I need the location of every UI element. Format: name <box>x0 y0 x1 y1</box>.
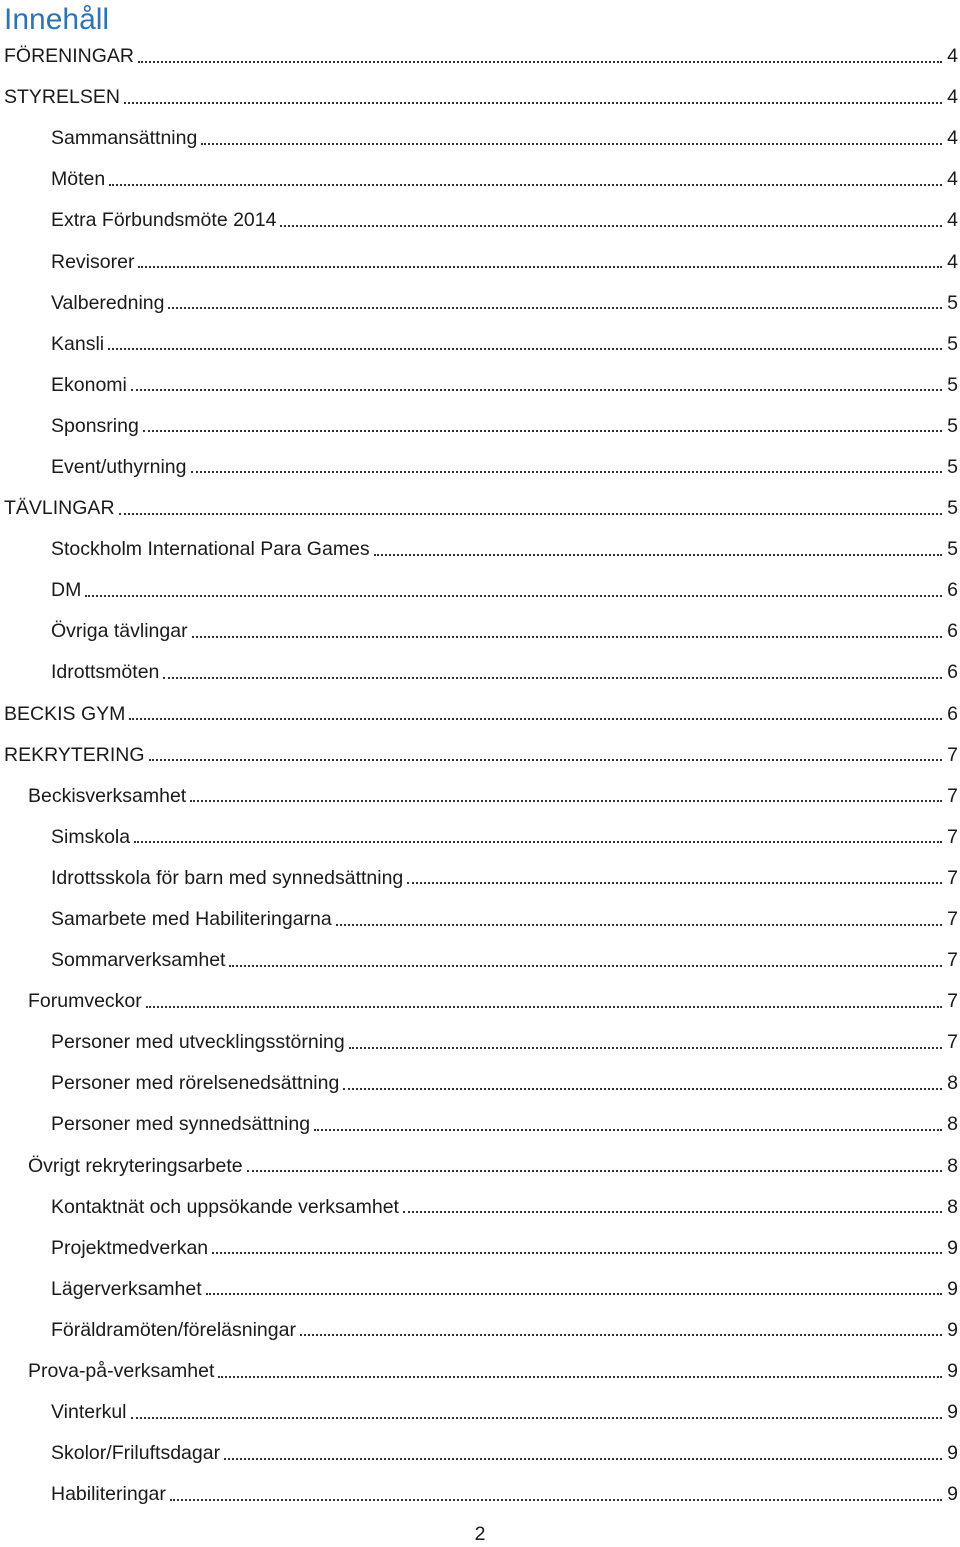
toc-entry-title[interactable]: Personer med utvecklingsstörning <box>51 1031 345 1054</box>
toc-entry-page-number[interactable]: 6 <box>947 702 958 725</box>
toc-entry-page-number[interactable]: 5 <box>947 455 958 478</box>
toc-entry-page-number[interactable]: 7 <box>947 908 958 931</box>
toc-entry-page-number[interactable]: 9 <box>947 1483 958 1506</box>
toc-dot-leader <box>336 924 942 926</box>
toc-dot-leader <box>124 102 942 104</box>
toc-entry[interactable] <box>0 447 960 488</box>
toc-entry-title[interactable]: Habiliteringar <box>51 1483 166 1506</box>
toc-entry-title[interactable]: Sponsring <box>51 414 139 437</box>
toc-entry[interactable] <box>0 1392 960 1433</box>
toc-entry-page-number[interactable]: 5 <box>947 414 958 437</box>
toc-entry[interactable] <box>0 159 960 200</box>
toc-entry[interactable] <box>0 858 960 899</box>
toc-dot-leader <box>131 389 942 391</box>
toc-dot-leader <box>85 595 942 597</box>
toc-entry[interactable] <box>0 1187 960 1228</box>
toc-entry-title[interactable]: STYRELSEN <box>4 86 120 109</box>
toc-entry-title[interactable]: Simskola <box>51 825 131 848</box>
toc-entry-page-number[interactable]: 9 <box>947 1401 958 1424</box>
toc-entry-title[interactable]: Sammansättning <box>51 127 198 150</box>
toc-entry[interactable] <box>0 77 960 118</box>
toc-entry-page-number[interactable]: 4 <box>947 209 958 232</box>
toc-entry-page-number[interactable]: 8 <box>947 1072 958 1095</box>
toc-dot-leader <box>129 718 942 720</box>
toc-entry[interactable] <box>0 529 960 570</box>
toc-entry[interactable] <box>0 1310 960 1351</box>
toc-dot-leader <box>146 1006 942 1008</box>
toc-entry[interactable] <box>0 652 960 693</box>
toc-entry-page-number[interactable]: 8 <box>947 1195 958 1218</box>
toc-dot-leader <box>314 1129 942 1131</box>
toc-entry-page-number[interactable]: 6 <box>947 620 958 643</box>
toc-entry-title[interactable]: Skolor/Friluftsdagar <box>51 1442 221 1465</box>
toc-entry[interactable] <box>0 324 960 365</box>
toc-entry-page-number[interactable]: 7 <box>947 866 958 889</box>
toc-entry-page-number[interactable]: 5 <box>947 332 958 355</box>
toc-entry-title[interactable]: Idrottsmöten <box>51 661 160 684</box>
toc-entry-page-number[interactable]: 4 <box>947 250 958 273</box>
toc-entry-title[interactable]: Forumveckor <box>28 990 142 1013</box>
toc-entry-page-number[interactable]: 6 <box>947 661 958 684</box>
toc-dot-leader <box>229 965 942 967</box>
toc-dot-leader <box>108 348 942 350</box>
toc-dot-leader <box>374 554 942 556</box>
toc-entry-page-number[interactable]: 7 <box>947 990 958 1013</box>
toc-entry[interactable] <box>0 735 960 776</box>
toc-dot-leader <box>343 1088 942 1090</box>
toc-dot-leader <box>212 1252 942 1254</box>
toc-entry-title[interactable]: Kansli <box>51 332 105 355</box>
toc-entry-page-number[interactable]: 7 <box>947 1031 958 1054</box>
toc-entry[interactable] <box>0 241 960 282</box>
toc-entry-title[interactable]: Kontaktnät och uppsökande verksamhet <box>51 1195 399 1218</box>
toc-dot-leader <box>191 471 942 473</box>
toc-dot-leader <box>143 430 942 432</box>
toc-entry[interactable] <box>0 1351 960 1392</box>
toc-dot-leader <box>138 266 942 268</box>
toc-entry-title[interactable]: Personer med rörelsenedsättning <box>51 1072 340 1095</box>
toc-entry[interactable] <box>0 1063 960 1104</box>
toc-entry[interactable] <box>0 36 960 77</box>
toc-entry-title[interactable]: Projektmedverkan <box>51 1236 209 1259</box>
toc-entry-title[interactable]: Personer med synnedsättning <box>51 1113 311 1136</box>
toc-entry-page-number[interactable]: 9 <box>947 1277 958 1300</box>
toc-entry[interactable] <box>0 940 960 981</box>
toc-entry-page-number[interactable]: 4 <box>947 45 958 68</box>
toc-dot-leader <box>247 1170 942 1172</box>
toc-dot-leader <box>407 882 942 884</box>
toc-entry[interactable] <box>0 1022 960 1063</box>
toc-entry[interactable] <box>0 981 960 1022</box>
toc-entry[interactable] <box>0 1228 960 1269</box>
toc-entry-title[interactable]: Övriga tävlingar <box>51 620 188 643</box>
toc-entry[interactable] <box>0 817 960 858</box>
toc-entry-title[interactable]: Ekonomi <box>51 373 127 396</box>
toc-entry-title[interactable]: Vinterkul <box>51 1401 127 1424</box>
toc-entry[interactable] <box>0 200 960 241</box>
toc-entry-page-number[interactable]: 7 <box>947 825 958 848</box>
toc-entry[interactable] <box>0 406 960 447</box>
toc-entry-page-number[interactable]: 5 <box>947 538 958 561</box>
toc-dot-leader <box>300 1334 942 1336</box>
toc-entry-title[interactable]: Möten <box>51 168 106 191</box>
toc-dot-leader <box>201 143 942 145</box>
toc-entry[interactable] <box>0 570 960 611</box>
toc-entry-title[interactable]: Sommarverksamhet <box>51 949 226 972</box>
toc-heading: Innehåll <box>4 3 110 36</box>
toc-entry-page-number[interactable]: 5 <box>947 373 958 396</box>
toc-entry[interactable] <box>0 694 960 735</box>
toc-entry-page-number[interactable]: 4 <box>947 168 958 191</box>
toc-dot-leader <box>168 307 942 309</box>
toc-entry-title[interactable]: DM <box>51 579 82 602</box>
toc-entry[interactable] <box>0 776 960 817</box>
toc-entry[interactable] <box>0 1269 960 1310</box>
toc-entry-page-number[interactable]: 9 <box>947 1360 958 1383</box>
toc-entry-page-number[interactable]: 6 <box>947 579 958 602</box>
toc-entry-title[interactable]: Övrigt rekryteringsarbete <box>28 1154 243 1177</box>
toc-entry-title[interactable]: Föräldramöten/föreläsningar <box>51 1318 296 1341</box>
toc-entry-title[interactable]: Event/uthyrning <box>51 455 187 478</box>
toc-entry-title[interactable]: Idrottsskola för barn med synnedsättning <box>51 866 404 889</box>
toc-dot-leader <box>192 636 942 638</box>
toc-entry-page-number[interactable]: 7 <box>947 949 958 972</box>
toc-entry-page-number[interactable]: 8 <box>947 1154 958 1177</box>
toc-dot-leader <box>119 513 942 515</box>
toc-entry[interactable] <box>0 283 960 324</box>
toc-entry-page-number[interactable]: 9 <box>947 1442 958 1465</box>
toc-entry-page-number[interactable]: 4 <box>947 86 958 109</box>
toc-entry-title[interactable]: Extra Förbundsmöte 2014 <box>51 209 277 232</box>
toc-entry-page-number[interactable]: 5 <box>947 291 958 314</box>
toc-entry[interactable] <box>0 118 960 159</box>
toc-entry-page-number[interactable]: 5 <box>947 497 958 520</box>
toc-dot-leader <box>403 1211 942 1213</box>
toc-entry-title[interactable]: REKRYTERING <box>4 743 145 766</box>
toc-dot-leader <box>280 225 942 227</box>
toc-dot-leader <box>206 1293 942 1295</box>
toc-entry-title[interactable]: Beckisverksamhet <box>28 784 187 807</box>
toc-dot-leader <box>190 800 942 802</box>
toc-entry-page-number[interactable]: 9 <box>947 1236 958 1259</box>
toc-entry[interactable] <box>0 899 960 940</box>
toc-entry[interactable] <box>0 1146 960 1187</box>
toc-dot-leader <box>170 1499 942 1501</box>
toc-entry-title[interactable]: FÖRENINGAR <box>4 45 135 68</box>
toc-entry-page-number[interactable]: 9 <box>947 1318 958 1341</box>
toc-entry-title[interactable]: Stockholm International Para Games <box>51 538 370 561</box>
toc-entry-title[interactable]: Lägerverksamhet <box>51 1277 202 1300</box>
toc-entry[interactable] <box>0 1104 960 1145</box>
toc-entry[interactable] <box>0 1474 960 1515</box>
toc-entry-page-number[interactable]: 8 <box>947 1113 958 1136</box>
toc-dot-leader <box>134 841 942 843</box>
toc-entry-title[interactable]: BECKIS GYM <box>4 702 126 725</box>
toc-dot-leader <box>224 1458 942 1460</box>
toc-entry-page-number[interactable]: 4 <box>947 127 958 150</box>
toc-entry[interactable] <box>0 488 960 529</box>
toc-dot-leader <box>163 677 942 679</box>
toc-entry-title[interactable]: Prova-på-verksamhet <box>28 1360 215 1383</box>
toc-dot-leader <box>218 1376 942 1378</box>
toc-entry-title[interactable]: Samarbete med Habiliteringarna <box>51 908 332 931</box>
toc-entry[interactable] <box>0 365 960 406</box>
toc-dot-leader <box>109 184 942 186</box>
toc-entry[interactable] <box>0 611 960 652</box>
toc-dot-leader <box>131 1417 942 1419</box>
page-number: 2 <box>474 1523 486 1545</box>
toc-dot-leader <box>149 759 943 761</box>
toc-entry-page-number[interactable]: 7 <box>947 784 958 807</box>
toc-entry-title[interactable]: TÄVLINGAR <box>4 497 115 520</box>
toc-entry-page-number[interactable]: 7 <box>947 743 958 766</box>
table-of-contents <box>0 36 960 1515</box>
toc-dot-leader <box>138 61 942 63</box>
toc-entry-title[interactable]: Valberedning <box>51 291 165 314</box>
toc-entry-title[interactable]: Revisorer <box>51 250 135 273</box>
toc-entry[interactable] <box>0 1433 960 1474</box>
toc-dot-leader <box>349 1047 942 1049</box>
